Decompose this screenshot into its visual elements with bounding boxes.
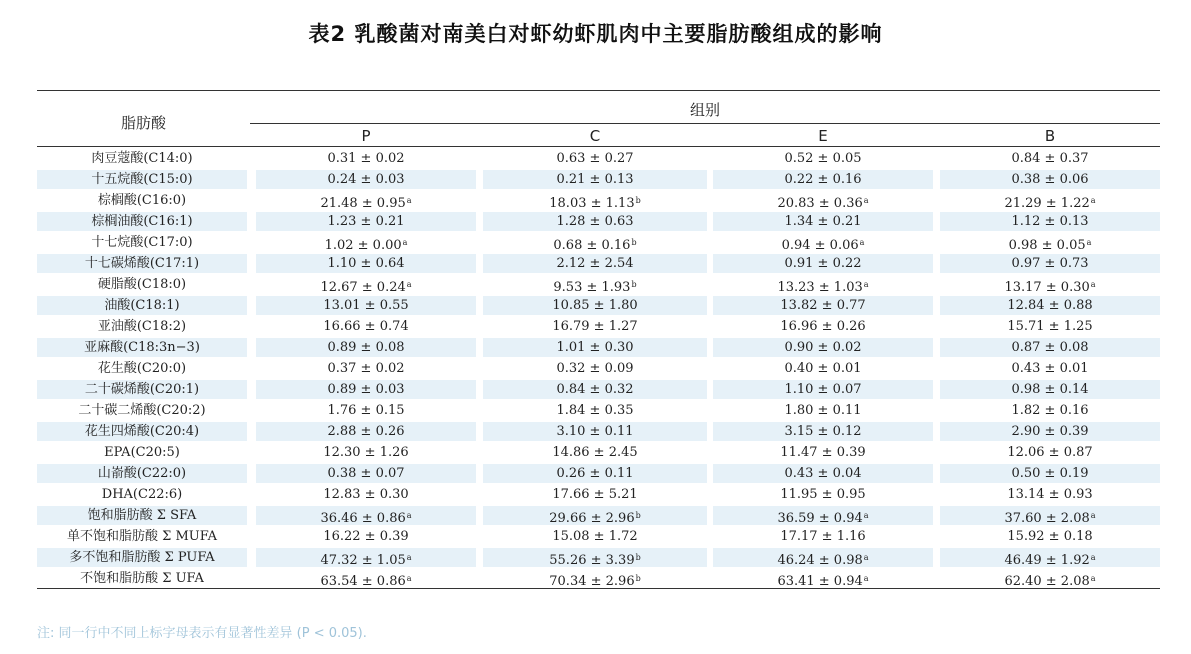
table-row bbox=[37, 170, 1160, 191]
value-text: 0.84 ± 0.32 bbox=[556, 382, 634, 397]
value-text: 14.86 ± 2.45 bbox=[552, 445, 638, 460]
value-text: 1.84 ± 0.35 bbox=[556, 403, 634, 418]
significance-superscript: a bbox=[406, 511, 412, 520]
value-cell-p bbox=[256, 170, 476, 189]
value-cell-e bbox=[713, 380, 933, 399]
significance-superscript: a bbox=[859, 238, 865, 247]
fatty-acid-name: 肉豆蔻酸(C14:0) bbox=[91, 151, 193, 166]
value-text: 3.10 ± 0.11 bbox=[556, 424, 634, 439]
value-cell-e bbox=[713, 485, 933, 504]
table-row bbox=[37, 506, 1160, 527]
significance-superscript: a bbox=[863, 511, 869, 520]
value-text: 16.96 ± 0.26 bbox=[780, 319, 866, 334]
value-cell-c bbox=[483, 548, 707, 567]
value-text: 0.37 ± 0.02 bbox=[327, 361, 405, 376]
value-cell-c bbox=[483, 317, 707, 336]
value-text: 36.59 ± 0.94 bbox=[777, 511, 863, 526]
value-cell-b bbox=[940, 548, 1160, 567]
table-row bbox=[37, 254, 1160, 275]
value-cell-p bbox=[256, 359, 476, 378]
value-text: 55.26 ± 3.39 bbox=[549, 553, 635, 568]
value-cell-e bbox=[713, 317, 933, 336]
group-rule bbox=[250, 123, 1160, 124]
value-text: 12.30 ± 1.26 bbox=[323, 445, 409, 460]
fatty-acid-name: 十七烷酸(C17:0) bbox=[91, 235, 193, 250]
value-text: 1.82 ± 0.16 bbox=[1011, 403, 1089, 418]
table-row bbox=[37, 422, 1160, 443]
value-cell-c bbox=[483, 506, 707, 525]
value-cell-c bbox=[483, 275, 707, 294]
fatty-acid-name: 花生酸(C20:0) bbox=[97, 361, 187, 376]
fatty-acid-name: 油酸(C18:1) bbox=[37, 296, 247, 315]
table-row bbox=[37, 485, 1160, 506]
value-cell-b bbox=[940, 338, 1160, 357]
value-text: 0.38 ± 0.07 bbox=[327, 466, 405, 481]
header-group: 组别 bbox=[689, 101, 720, 119]
value-cell-p bbox=[256, 506, 476, 525]
value-text: 0.87 ± 0.08 bbox=[1011, 340, 1089, 355]
fatty-acid-name: 亚麻酸(C18:3n−3) bbox=[37, 338, 247, 357]
value-cell-b bbox=[940, 170, 1160, 189]
value-cell-b bbox=[940, 317, 1160, 336]
table-row bbox=[37, 527, 1160, 548]
value-text: 0.52 ± 0.05 bbox=[784, 151, 862, 166]
value-text: 37.60 ± 2.08 bbox=[1004, 511, 1090, 526]
value-cell-p bbox=[256, 401, 476, 420]
value-text: 0.84 ± 0.37 bbox=[1011, 151, 1089, 166]
value-cell-b bbox=[940, 191, 1160, 210]
value-text: 63.54 ± 0.86 bbox=[320, 574, 406, 589]
value-text: 1.10 ± 0.64 bbox=[327, 256, 405, 271]
value-text: 0.43 ± 0.04 bbox=[784, 466, 862, 481]
value-cell-p bbox=[256, 485, 476, 504]
value-text: 0.63 ± 0.27 bbox=[556, 151, 634, 166]
value-cell-e bbox=[713, 233, 933, 252]
value-text: 46.24 ± 0.98 bbox=[777, 553, 863, 568]
fatty-acid-name: 二十碳烯酸(C20:1) bbox=[37, 380, 247, 399]
fatty-acid-name: 棕榈油酸(C16:1) bbox=[37, 212, 247, 231]
value-text: 0.22 ± 0.16 bbox=[784, 172, 862, 187]
fatty-acid-name: 饱和脂肪酸 Σ SFA bbox=[37, 506, 247, 525]
fatty-acid-name: 多不饱和脂肪酸 Σ PUFA bbox=[37, 548, 247, 567]
value-cell-p bbox=[256, 317, 476, 336]
fatty-acid-name: EPA(C20:5) bbox=[104, 445, 180, 460]
table-row bbox=[37, 317, 1160, 338]
value-cell-e bbox=[713, 359, 933, 378]
value-cell-e bbox=[713, 422, 933, 441]
value-cell-e bbox=[713, 254, 933, 273]
value-cell-p bbox=[256, 380, 476, 399]
table-row bbox=[37, 464, 1160, 485]
value-cell-b bbox=[940, 506, 1160, 525]
value-text: 18.03 ± 1.13 bbox=[549, 196, 635, 211]
value-text: 17.17 ± 1.16 bbox=[780, 529, 866, 544]
significance-superscript: b bbox=[635, 511, 641, 520]
value-cell-c bbox=[483, 485, 707, 504]
value-text: 16.22 ± 0.39 bbox=[323, 529, 409, 544]
value-text: 15.08 ± 1.72 bbox=[552, 529, 638, 544]
table-row bbox=[37, 149, 1160, 170]
value-text: 0.26 ± 0.11 bbox=[556, 466, 634, 481]
value-cell-e bbox=[713, 464, 933, 483]
value-cell-e bbox=[713, 296, 933, 315]
value-cell-p bbox=[256, 548, 476, 567]
value-text: 15.92 ± 0.18 bbox=[1007, 529, 1093, 544]
significance-superscript: a bbox=[863, 574, 869, 583]
value-cell-e bbox=[713, 527, 933, 546]
value-cell-c bbox=[483, 212, 707, 231]
significance-superscript: a bbox=[406, 553, 412, 562]
value-text: 1.80 ± 0.11 bbox=[784, 403, 862, 418]
value-text: 17.66 ± 5.21 bbox=[552, 487, 638, 502]
significance-superscript: a bbox=[406, 574, 412, 583]
value-text: 20.83 ± 0.36 bbox=[777, 196, 863, 211]
table-body bbox=[37, 149, 1160, 590]
value-cell-p bbox=[256, 296, 476, 315]
value-cell-p bbox=[256, 212, 476, 231]
value-cell-b bbox=[940, 233, 1160, 252]
value-cell-p bbox=[256, 443, 476, 462]
value-cell-p bbox=[256, 275, 476, 294]
header-fatty-acid: 脂肪酸 bbox=[120, 114, 166, 132]
value-text: 0.43 ± 0.01 bbox=[1011, 361, 1089, 376]
value-cell-b bbox=[940, 380, 1160, 399]
value-cell-p bbox=[256, 149, 476, 168]
value-cell-b bbox=[940, 569, 1160, 588]
value-text: 0.89 ± 0.08 bbox=[327, 340, 405, 355]
value-text: 13.01 ± 0.55 bbox=[323, 298, 409, 313]
value-text: 46.49 ± 1.92 bbox=[1004, 553, 1090, 568]
fatty-acid-name: 十七碳烯酸(C17:1) bbox=[37, 254, 247, 273]
table-row bbox=[37, 380, 1160, 401]
value-text: 0.98 ± 0.14 bbox=[1011, 382, 1089, 397]
value-text: 0.98 ± 0.05 bbox=[1008, 238, 1086, 253]
significance-superscript: a bbox=[1090, 553, 1096, 562]
table-row bbox=[37, 296, 1160, 317]
value-cell-e bbox=[713, 401, 933, 420]
fatty-acid-name: 花生四烯酸(C20:4) bbox=[37, 422, 247, 441]
value-text: 21.29 ± 1.22 bbox=[1004, 196, 1090, 211]
value-cell-p bbox=[256, 233, 476, 252]
value-cell-e bbox=[713, 569, 933, 588]
value-cell-c bbox=[483, 296, 707, 315]
header-col-c: C bbox=[589, 127, 601, 145]
value-text: 13.82 ± 0.77 bbox=[780, 298, 866, 313]
value-text: 16.66 ± 0.74 bbox=[323, 319, 409, 334]
fatty-acid-name: 十五烷酸(C15:0) bbox=[37, 170, 247, 189]
value-text: 0.97 ± 0.73 bbox=[1011, 256, 1089, 271]
fatty-acid-name: 硬脂酸(C18:0) bbox=[97, 277, 187, 292]
value-cell-p bbox=[256, 569, 476, 588]
value-text: 13.23 ± 1.03 bbox=[777, 280, 863, 295]
value-text: 1.01 ± 0.30 bbox=[556, 340, 634, 355]
significance-superscript: b bbox=[635, 196, 641, 205]
value-text: 21.48 ± 0.95 bbox=[320, 196, 406, 211]
value-text: 1.28 ± 0.63 bbox=[556, 214, 634, 229]
value-cell-e bbox=[713, 338, 933, 357]
value-cell-p bbox=[256, 422, 476, 441]
value-cell-c bbox=[483, 464, 707, 483]
value-cell-p bbox=[256, 464, 476, 483]
table-row bbox=[37, 212, 1160, 233]
value-text: 1.76 ± 0.15 bbox=[327, 403, 405, 418]
value-text: 0.89 ± 0.03 bbox=[327, 382, 405, 397]
value-cell-b bbox=[940, 359, 1160, 378]
header-rule bbox=[37, 146, 1160, 147]
fatty-acid-name: 二十碳二烯酸(C20:2) bbox=[78, 403, 206, 418]
value-text: 47.32 ± 1.05 bbox=[320, 553, 406, 568]
value-text: 1.12 ± 0.13 bbox=[1011, 214, 1089, 229]
value-cell-p bbox=[256, 191, 476, 210]
significance-superscript: a bbox=[406, 196, 412, 205]
value-cell-c bbox=[483, 149, 707, 168]
value-cell-e bbox=[713, 548, 933, 567]
value-cell-b bbox=[940, 422, 1160, 441]
significance-superscript: b bbox=[631, 238, 637, 247]
value-cell-e bbox=[713, 212, 933, 231]
value-text: 12.06 ± 0.87 bbox=[1007, 445, 1093, 460]
value-text: 2.90 ± 0.39 bbox=[1011, 424, 1089, 439]
value-cell-c bbox=[483, 422, 707, 441]
value-text: 9.53 ± 1.93 bbox=[553, 280, 631, 295]
value-cell-b bbox=[940, 485, 1160, 504]
value-text: 16.79 ± 1.27 bbox=[552, 319, 638, 334]
value-text: 1.23 ± 0.21 bbox=[327, 214, 405, 229]
value-cell-c bbox=[483, 569, 707, 588]
significance-superscript: a bbox=[402, 238, 408, 247]
value-text: 0.50 ± 0.19 bbox=[1011, 466, 1089, 481]
value-cell-p bbox=[256, 254, 476, 273]
fatty-acid-name: 单不饱和脂肪酸 Σ MUFA bbox=[66, 529, 217, 544]
value-text: 2.88 ± 0.26 bbox=[327, 424, 405, 439]
value-cell-p bbox=[256, 338, 476, 357]
value-cell-c bbox=[483, 233, 707, 252]
fatty-acid-name: 棕榈酸(C16:0) bbox=[97, 193, 187, 208]
significance-superscript: a bbox=[863, 280, 869, 289]
value-text: 0.31 ± 0.02 bbox=[327, 151, 405, 166]
table-row bbox=[37, 443, 1160, 464]
table-row bbox=[37, 359, 1160, 380]
value-cell-b bbox=[940, 149, 1160, 168]
fatty-acid-name: 不饱和脂肪酸 Σ UFA bbox=[80, 571, 204, 586]
value-text: 29.66 ± 2.96 bbox=[549, 511, 635, 526]
value-text: 63.41 ± 0.94 bbox=[777, 574, 863, 589]
significance-superscript: a bbox=[863, 196, 869, 205]
value-text: 10.85 ± 1.80 bbox=[552, 298, 638, 313]
value-text: 0.94 ± 0.06 bbox=[781, 238, 859, 253]
value-cell-p bbox=[256, 527, 476, 546]
value-cell-c bbox=[483, 359, 707, 378]
value-text: 12.84 ± 0.88 bbox=[1007, 298, 1093, 313]
value-cell-c bbox=[483, 170, 707, 189]
value-text: 0.38 ± 0.06 bbox=[1011, 172, 1089, 187]
value-text: 0.91 ± 0.22 bbox=[784, 256, 862, 271]
fatty-acid-name: DHA(C22:6) bbox=[101, 487, 183, 502]
significance-superscript: a bbox=[406, 280, 412, 289]
value-text: 11.95 ± 0.95 bbox=[780, 487, 866, 502]
table-row bbox=[37, 338, 1160, 359]
value-cell-e bbox=[713, 506, 933, 525]
table-row bbox=[37, 191, 1160, 212]
value-text: 15.71 ± 1.25 bbox=[1007, 319, 1093, 334]
fatty-acid-name: 山嵛酸(C22:0) bbox=[37, 464, 247, 483]
table-row bbox=[37, 548, 1160, 569]
table-row bbox=[37, 401, 1160, 422]
value-cell-c bbox=[483, 380, 707, 399]
value-cell-e bbox=[713, 149, 933, 168]
value-text: 1.10 ± 0.07 bbox=[784, 382, 862, 397]
value-cell-c bbox=[483, 527, 707, 546]
value-cell-c bbox=[483, 338, 707, 357]
value-text: 0.90 ± 0.02 bbox=[784, 340, 862, 355]
table-bottom-rule bbox=[37, 588, 1160, 589]
value-text: 1.34 ± 0.21 bbox=[784, 214, 862, 229]
value-cell-b bbox=[940, 212, 1160, 231]
table-row bbox=[37, 233, 1160, 254]
value-cell-b bbox=[940, 275, 1160, 294]
significance-superscript: a bbox=[863, 553, 869, 562]
significance-superscript: a bbox=[1090, 280, 1096, 289]
value-cell-c bbox=[483, 191, 707, 210]
value-cell-c bbox=[483, 401, 707, 420]
value-text: 3.15 ± 0.12 bbox=[784, 424, 862, 439]
value-cell-c bbox=[483, 443, 707, 462]
value-cell-e bbox=[713, 275, 933, 294]
value-cell-e bbox=[713, 443, 933, 462]
value-text: 1.02 ± 0.00 bbox=[324, 238, 402, 253]
fatty-acid-name: 亚油酸(C18:2) bbox=[97, 319, 187, 334]
significance-superscript: a bbox=[1090, 574, 1096, 583]
value-text: 12.83 ± 0.30 bbox=[323, 487, 409, 502]
value-text: 2.12 ± 2.54 bbox=[556, 256, 634, 271]
value-text: 13.14 ± 0.93 bbox=[1007, 487, 1093, 502]
header-col-e: E bbox=[818, 127, 828, 145]
value-cell-b bbox=[940, 296, 1160, 315]
value-cell-b bbox=[940, 443, 1160, 462]
header-col-p: P bbox=[361, 127, 371, 145]
header-col-b: B bbox=[1044, 127, 1056, 145]
value-text: 36.46 ± 0.86 bbox=[320, 511, 406, 526]
significance-superscript: a bbox=[1090, 511, 1096, 520]
significance-superscript: b bbox=[631, 280, 637, 289]
value-cell-b bbox=[940, 464, 1160, 483]
significance-superscript: b bbox=[635, 553, 641, 562]
value-text: 13.17 ± 0.30 bbox=[1004, 280, 1090, 295]
value-text: 12.67 ± 0.24 bbox=[320, 280, 406, 295]
value-text: 0.32 ± 0.09 bbox=[556, 361, 634, 376]
value-cell-e bbox=[713, 170, 933, 189]
significance-superscript: a bbox=[1090, 196, 1096, 205]
table-row bbox=[37, 569, 1160, 590]
table-title: 表2 乳酸菌对南美白对虾幼虾肌肉中主要脂肪酸组成的影响 bbox=[308, 22, 883, 46]
value-text: 11.47 ± 0.39 bbox=[780, 445, 866, 460]
value-text: 62.40 ± 2.08 bbox=[1004, 574, 1090, 589]
significance-superscript: a bbox=[1086, 238, 1092, 247]
value-text: 0.21 ± 0.13 bbox=[556, 172, 634, 187]
value-cell-b bbox=[940, 401, 1160, 420]
value-text: 0.40 ± 0.01 bbox=[784, 361, 862, 376]
value-cell-c bbox=[483, 254, 707, 273]
value-text: 70.34 ± 2.96 bbox=[549, 574, 635, 589]
value-text: 0.68 ± 0.16 bbox=[553, 238, 631, 253]
significance-superscript: b bbox=[635, 574, 641, 583]
value-cell-b bbox=[940, 254, 1160, 273]
value-text: 0.24 ± 0.03 bbox=[327, 172, 405, 187]
table-row bbox=[37, 275, 1160, 296]
table-top-rule bbox=[37, 90, 1160, 91]
value-cell-e bbox=[713, 191, 933, 210]
table-note: 注: 同一行中不同上标字母表示有显著性差异 (P < 0.05). bbox=[37, 626, 367, 641]
value-cell-b bbox=[940, 527, 1160, 546]
